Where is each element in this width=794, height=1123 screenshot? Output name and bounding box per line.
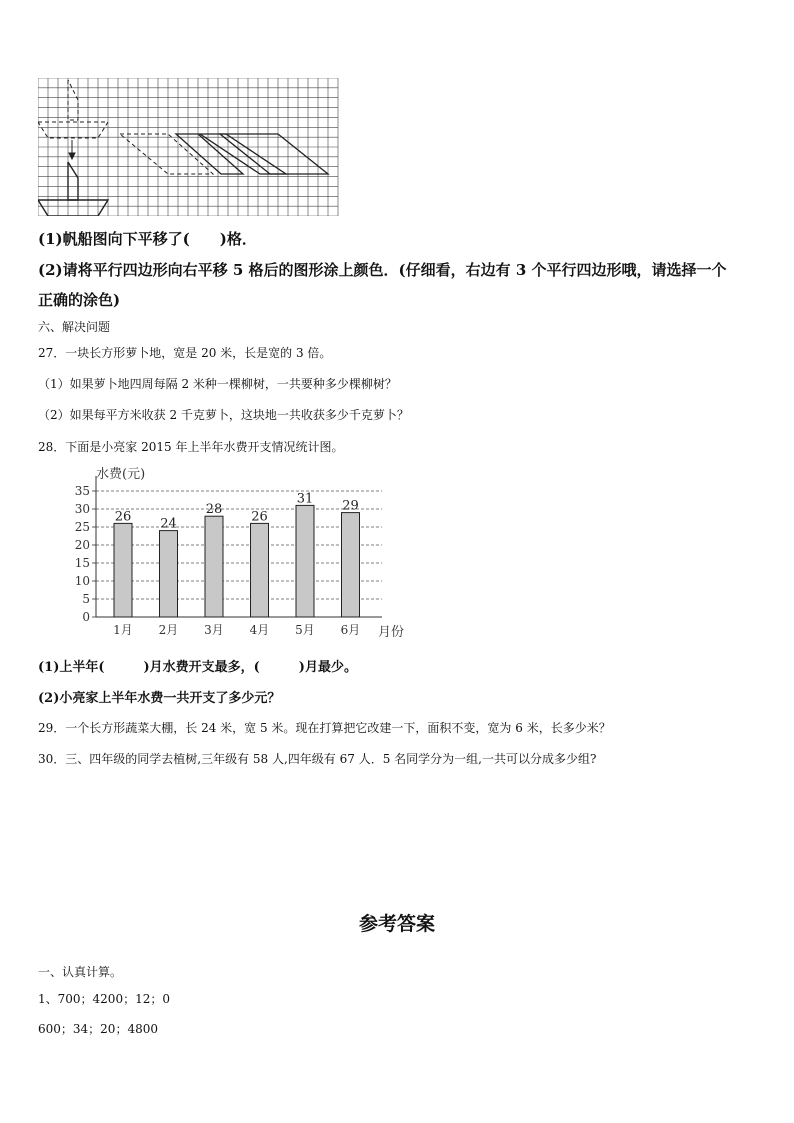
x-tick-label: 5月 [295, 623, 315, 637]
grid-question-1: (1)帆船图向下平移了( )格． [38, 230, 257, 248]
y-tick-label: 10 [74, 574, 90, 588]
x-tick-label: 4月 [249, 623, 270, 637]
x-tick-label: 1月 [113, 623, 133, 637]
question-30: 30．三、四年级的同学去植树,三年级有 58 人,四年级有 67 人．5 名同学分为一组,一共可以分成多少组? [38, 752, 597, 766]
translation-grid-figure [38, 78, 340, 216]
x-tick-label: 3月 [204, 623, 224, 637]
y-tick-label: 30 [74, 502, 90, 516]
down-arrow-icon [69, 140, 75, 159]
bar-3月 [205, 516, 223, 617]
grid-question-2-line1: (2)请将平行四边形向右平移 5 格后的图形涂上颜色．(仔细看，右边有 3 个平行四边形哦，请选择一个 [38, 261, 727, 279]
chart-grid [96, 476, 382, 617]
bar-value-label: 24 [160, 516, 177, 532]
y-tick-label: 0 [82, 610, 90, 624]
question-27-sub1: （1）如果萝卜地四周每隔 2 米种一棵柳树，一共要种多少棵柳树？ [38, 377, 397, 391]
question-29: 29．一个长方形蔬菜大棚，长 24 米，宽 5 米。现在打算把它改建一下，面积不变，宽为 6 米，长多少米？ [38, 721, 611, 735]
question-28-sub2: (2)小亮家上半年水费一共开支了多少元？ [38, 691, 281, 706]
bar-6月 [342, 513, 360, 617]
question-27-stem: 27．一块长方形萝卜地，宽是 20 米，长是宽的 3 倍。 [38, 346, 332, 360]
bar-value-label: 29 [342, 498, 359, 514]
x-tick-label: 2月 [158, 623, 179, 637]
bar-value-label: 31 [296, 491, 314, 507]
y-tick-label: 5 [82, 592, 90, 606]
x-tick-label: 6月 [340, 623, 361, 637]
water-fee-bar-chart [66, 466, 411, 646]
answers-title: 参考答案 [358, 913, 435, 935]
chart-y-ticks [75, 484, 96, 624]
y-tick-label: 25 [74, 520, 90, 534]
bar-2月 [160, 531, 178, 617]
answers-section-1: 一、认真计算。 [38, 965, 123, 979]
parallelogram-option-b [200, 134, 286, 174]
grid-question-2-line2: 正确的涂色) [38, 291, 121, 309]
bar-5月 [296, 505, 314, 617]
bar-value-label: 26 [114, 509, 132, 525]
section-6-heading: 六、解决问题 [38, 320, 111, 334]
bar-value-label: 28 [205, 502, 223, 518]
question-28-stem: 28．下面是小亮家 2015 年上半年水费开支情况统计图。 [38, 440, 344, 454]
chart-x-ticks [113, 623, 360, 637]
answers-line-1: 1、700；4200；12；0 [38, 992, 170, 1006]
question-28-sub1: (1)上半年( )月水费开支最多，( )月最少。 [38, 660, 357, 675]
answers-line-2: 600；34；20；4800 [38, 1022, 158, 1036]
chart-bars [114, 491, 360, 617]
bar-value-label: 26 [251, 509, 268, 525]
bar-1月 [114, 523, 132, 617]
y-tick-label: 15 [74, 556, 90, 570]
y-tick-label: 35 [74, 484, 90, 498]
sailboat-moved [38, 162, 108, 216]
x-axis-label: 月份 [378, 625, 405, 640]
y-axis-label: 水费(元) [96, 467, 146, 482]
bar-4月 [251, 523, 269, 617]
y-tick-label: 20 [74, 538, 90, 552]
grid-lines [38, 78, 338, 216]
question-27-sub2: （2）如果每平方米收获 2 千克萝卜，这块地一共收获多少千克萝卜？ [38, 408, 409, 422]
sailboat-original [38, 80, 108, 138]
